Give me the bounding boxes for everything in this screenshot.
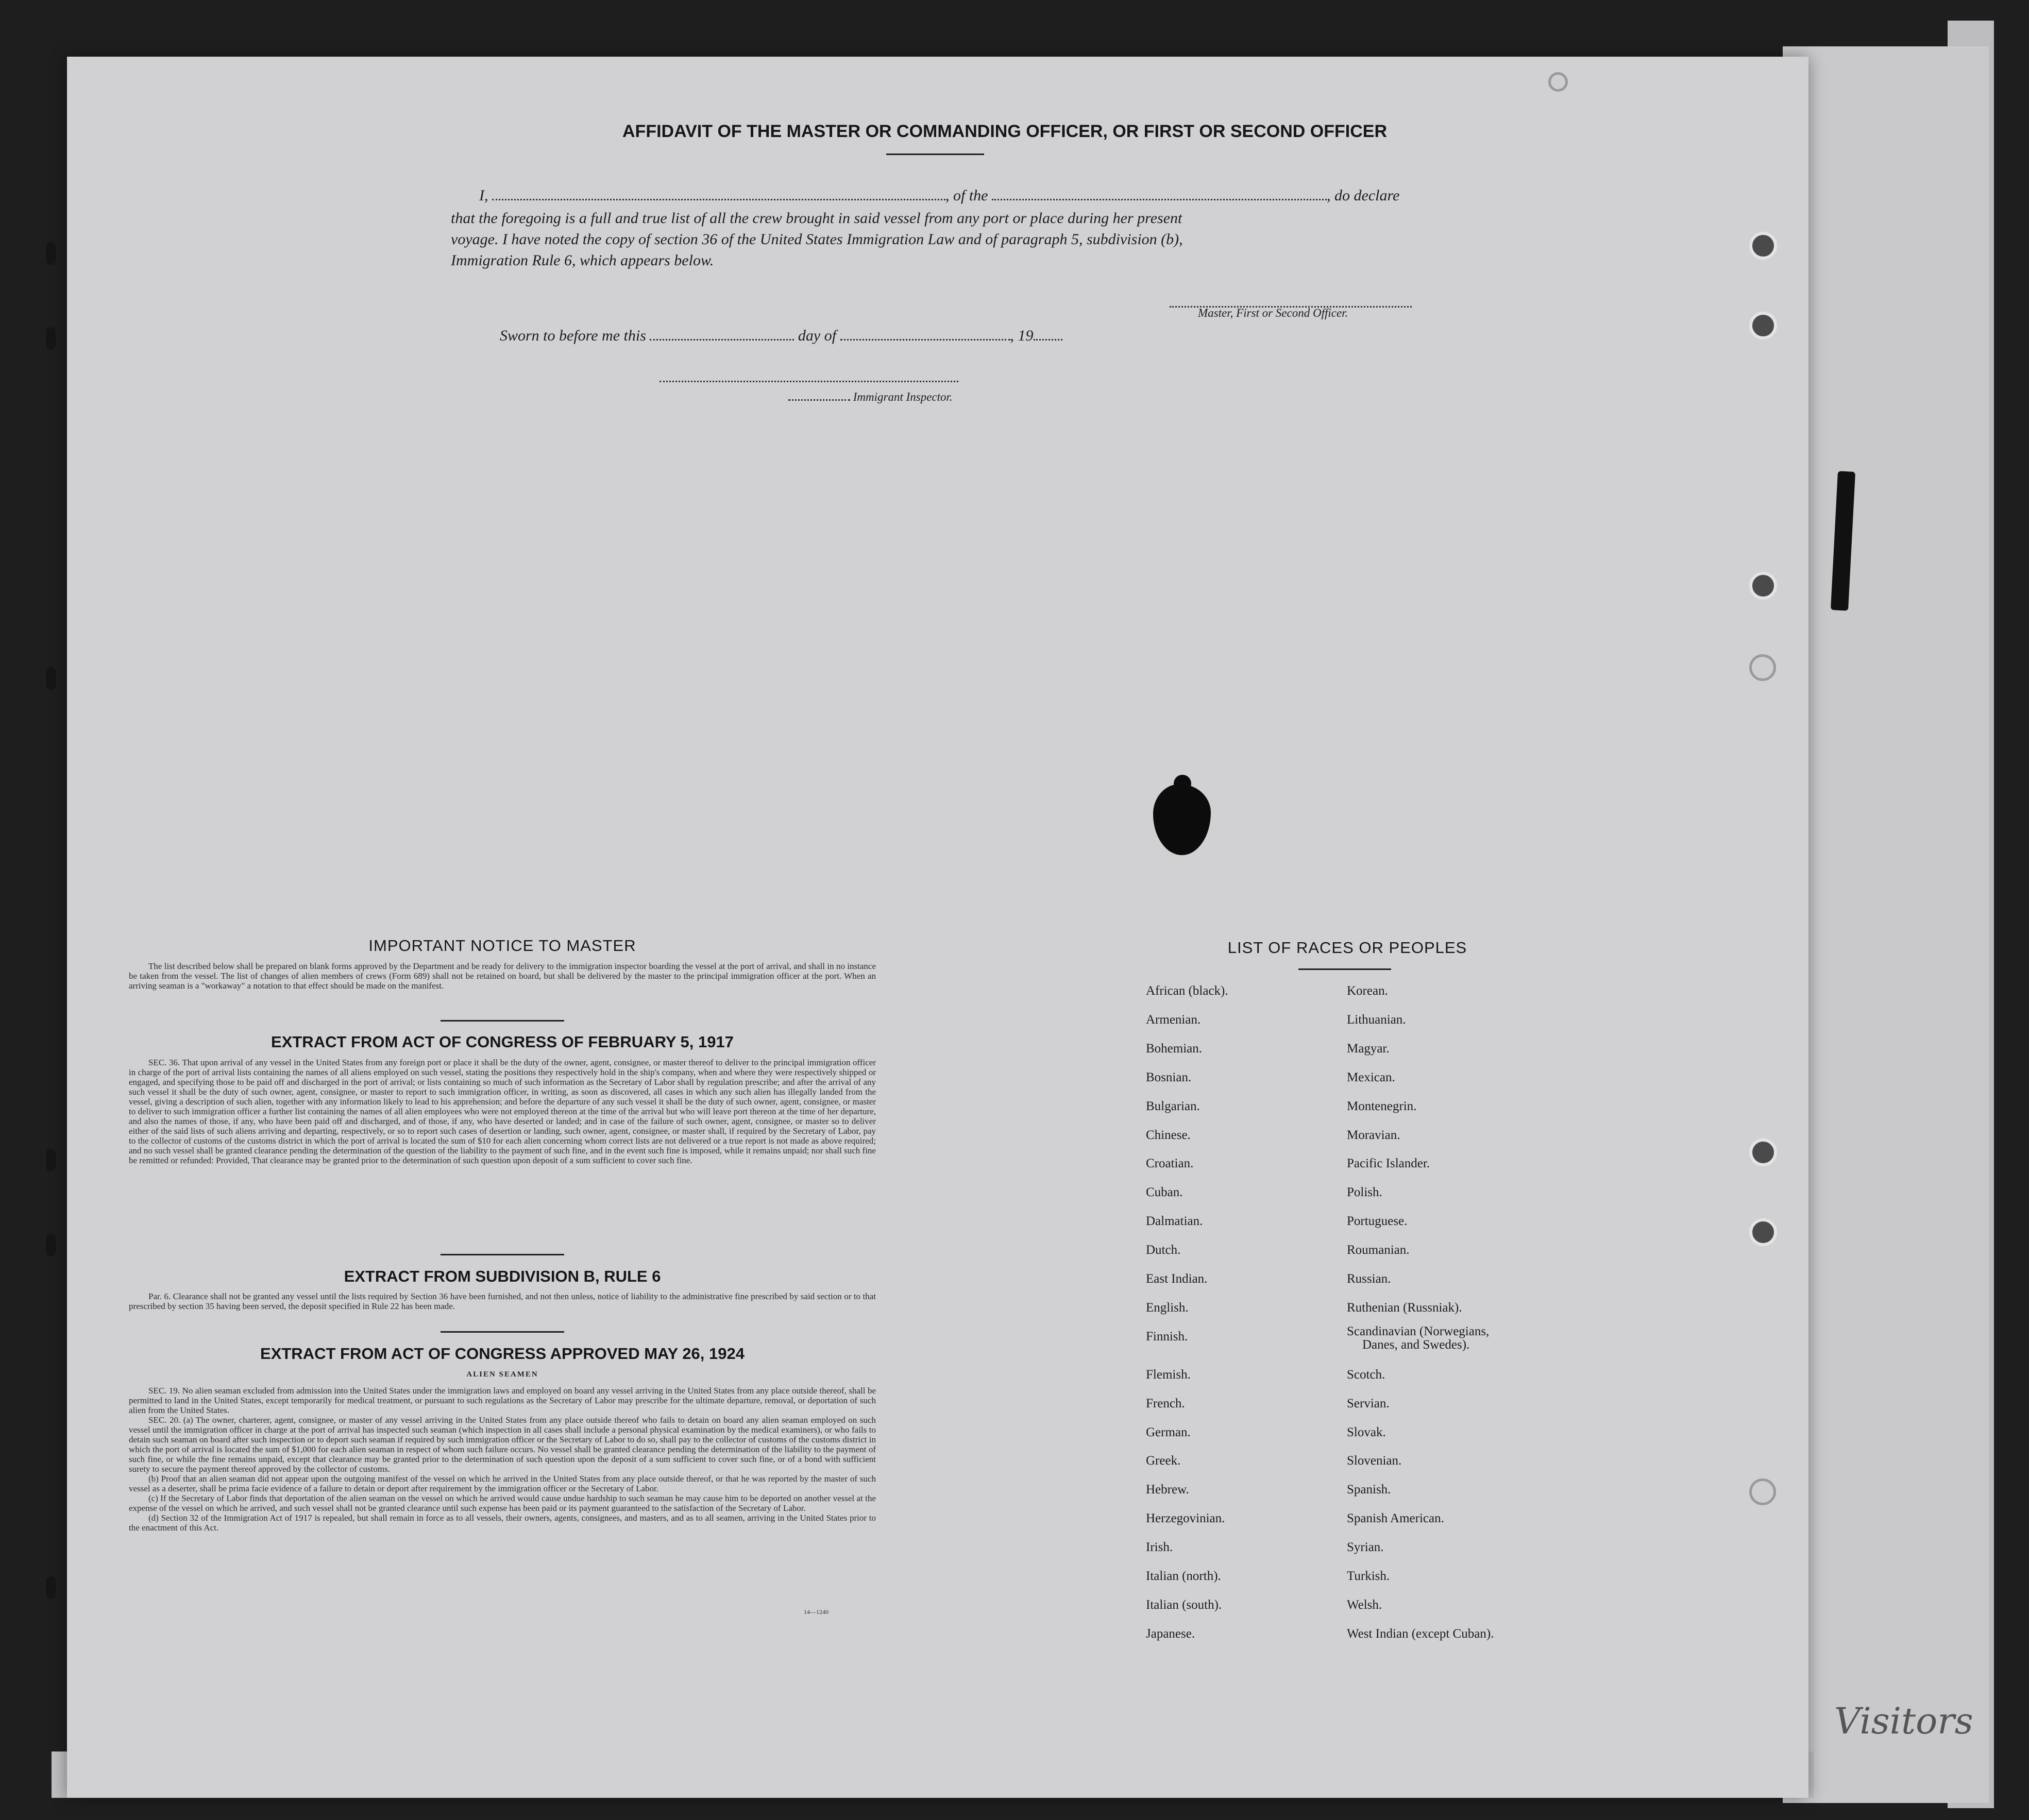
race-item: Greek.	[1146, 1454, 1181, 1468]
affidavit-line-3: voyage. I have noted the copy of section 36 of the United States Immigration Law and of paragraph 5, subdivision (b),	[451, 231, 1183, 248]
race-item: Korean.	[1347, 984, 1388, 998]
vessel-name-field[interactable]	[992, 186, 1327, 200]
master-name-field[interactable]	[492, 186, 945, 200]
sworn-month-field[interactable]	[840, 327, 1010, 341]
race-item: Slovenian.	[1347, 1454, 1402, 1468]
race-item: Roumanian.	[1347, 1243, 1410, 1257]
race-item: Scotch.	[1347, 1367, 1385, 1382]
section-rule	[441, 1331, 564, 1333]
affidavit-title: AFFIDAVIT OF THE MASTER OR COMMANDING OFFICER, OR FIRST OR SECOND OFFICER	[622, 122, 1387, 141]
declare-i-label: I,	[479, 187, 488, 204]
punch-hole-icon	[1548, 72, 1568, 92]
extract-rule6-title: EXTRACT FROM SUBDIVISION B, RULE 6	[344, 1267, 661, 1285]
sworn-day-of-label: day of	[798, 327, 837, 344]
race-item: Servian.	[1347, 1396, 1390, 1410]
race-item: Russian.	[1347, 1272, 1391, 1286]
race-item: Armenian.	[1146, 1012, 1201, 1027]
race-item: English.	[1146, 1300, 1189, 1315]
race-item: Slovak.	[1347, 1425, 1386, 1439]
race-item: French.	[1146, 1396, 1185, 1410]
race-item: Montenegrin.	[1347, 1099, 1417, 1113]
affidavit-declaration-line	[479, 186, 1399, 205]
section-rule	[441, 1020, 564, 1022]
race-item: Bosnian.	[1146, 1070, 1192, 1084]
race-item: Bohemian.	[1146, 1041, 1203, 1056]
race-item: Mexican.	[1347, 1070, 1395, 1084]
race-item: Spanish.	[1347, 1483, 1391, 1497]
margin-handwriting: Visitors	[1834, 1700, 1973, 1742]
race-item: Italian (north).	[1146, 1569, 1221, 1583]
sworn-prefix-label: Sworn to before me this	[500, 327, 646, 344]
race-item: Magyar.	[1347, 1041, 1390, 1056]
declare-of-the-label: , of the	[945, 187, 988, 204]
inspector-line	[788, 390, 953, 404]
race-item: Croatian.	[1146, 1156, 1194, 1171]
extract-1924-paragraph: SEC. 19. No alien seaman excluded from admission into the United States under the immigration laws and employed on board any vessel arriving in the United States from any place outside thereof, shall be permitted to land in the United States, except temporarily for medical treatment, or pursuant to such regulations as the Secretary of Labor may prescribe for the ultimate departure, removal, or deportation of such alien from the United States.	[129, 1386, 876, 1415]
race-item: Dalmatian.	[1146, 1214, 1203, 1229]
extract-1917-text: SEC. 36. That upon arrival of any vessel in the United States from any foreign port or place it shall be the duty of the owner, agent, consignee, or master thereof to deliver to the principal immigration officer in charge of the port of arrival lists containing the names of all aliens employed on such vessel, stating the positions they respectively hold in the ship's company, when and where they were respectively shipped or engaged, and specifying those to be paid off and discharged in the port of arrival; or lists containing so much of such information as the Secretary of Labor shall by regulation prescribe; and after the arrival of any such vessel it shall be the duty of such owner, agent, consignee, or master to report to such immigration officer, in writing, as soon as discovered, all cases in which any such alien has illegally landed from the vessel, giving a description of such alien, together with any information likely to lead to his apprehension; and before the departure of any such vessel it shall be the duty of such owner, agent, consignee, or master to deliver to such immigration officer a further list containing the names of all alien employees who were not employed thereon at the time of the arrival but who will leave port thereon at the time of her departure, and also the names of those, if any, who have been paid off and discharged, and of those, if any, who have deserted or landed; and in case of the failure of such owner, agent, consignee, or master so to deliver either of the said lists of such aliens arriving and departing, respectively, or so to report such cases of desertion or landing, such owner, agent, consignee, or master shall, if required by the Secretary of Labor, pay to the collector of customs of the customs district in which the port of arrival is located the sum of $10 for each alien concerning whom correct lists are not delivered or a true report is not made as above required; and no such vessel shall be granted clearance pending the determination of the question of the liability to the payment of such fine, and in the event such fine is imposed, while it remains unpaid; nor shall such fine be remitted or refunded: Provided, That clearance may be granted prior to the determination of such question upon deposit of a sum sufficient to cover such fine.	[129, 1058, 876, 1165]
affidavit-line-2: that the foregoing is a full and true list of all the crew brought in said vessel from any port or place during her present	[451, 210, 1182, 227]
title-rule	[886, 154, 984, 155]
edge-mark-icon	[46, 327, 56, 350]
race-item: Finnish.	[1146, 1329, 1188, 1343]
affidavit-line-4: Immigration Rule 6, which appears below.	[451, 252, 714, 269]
extract-1924-paragraph: (c) If the Secretary of Labor finds that deportation of the alien seaman on the vessel on which he arrived would cause undue hardship to such seaman he may cause him to be deported on another vessel at the expense of the vessel on which he arrived, and such vessel shall not be granted clearance until such expense has been paid or its payment guaranteed to the satisfaction of the Secretary of Labor.	[129, 1493, 876, 1513]
punch-hole-icon	[1749, 1218, 1777, 1246]
edge-mark-icon	[46, 1576, 56, 1599]
punch-hole-icon	[1749, 1138, 1777, 1166]
race-item: Syrian.	[1347, 1540, 1384, 1555]
form-code: 14—1240	[804, 1608, 828, 1615]
race-item: Flemish.	[1146, 1367, 1191, 1382]
race-item: West Indian (except Cuban).	[1347, 1626, 1494, 1641]
race-item: Bulgarian.	[1146, 1099, 1200, 1113]
race-item: Hebrew.	[1146, 1483, 1189, 1497]
race-item: Welsh.	[1347, 1597, 1382, 1612]
punch-hole-icon	[1749, 654, 1776, 681]
extract-1924-title: EXTRACT FROM ACT OF CONGRESS APPROVED MAY 26, 1924	[260, 1345, 745, 1363]
sworn-day-field[interactable]	[650, 327, 794, 341]
edge-mark-icon	[46, 667, 56, 690]
races-title: LIST OF RACES OR PEOPLES	[1227, 939, 1467, 957]
master-signature-field[interactable]	[1170, 294, 1412, 308]
race-item: Pacific Islander.	[1347, 1156, 1430, 1171]
race-item: Japanese.	[1146, 1626, 1195, 1641]
race-item: Lithuanian.	[1347, 1012, 1406, 1027]
race-item: East Indian.	[1146, 1272, 1208, 1286]
race-item: Polish.	[1347, 1185, 1382, 1200]
notice-text: The list described below shall be prepared on blank forms approved by the Department and be ready for delivery to the immigration inspector boarding the vessel at the port of arrival, and shall in no instance be taken from the vessel. The list of changes of alien members of crews (Form 689) shall not be retained on board, but shall be delivered by the master to the principal immigration officer at the port. When an arriving seaman is a "workaway" a notation to that effect should be made on the manifest.	[129, 961, 876, 991]
races-rule	[1298, 968, 1391, 970]
race-item: Herzegovinian.	[1146, 1511, 1225, 1526]
extract-1924-paragraph: (d) Section 32 of the Immigration Act of 1917 is repealed, but shall remain in force as to all vessels, their owners, agents, consignees, and masters, and as to all seamen, arriving in the United States prior to the enactment of this Act.	[129, 1513, 876, 1533]
declare-do-declare-label: , do declare	[1327, 187, 1400, 204]
master-signature-label: Master, First or Second Officer.	[1198, 307, 1348, 319]
section-rule	[441, 1254, 564, 1255]
extract-rule6-text: Par. 6. Clearance shall not be granted any vessel until the lists required by Section 36 have been furnished, and not then unless, notice of liability to the administrative fine prescribed by said section or to that prescribed by section 35 having been served, the deposit specified in Rule 22 has been made.	[129, 1291, 876, 1311]
edge-mark-icon	[46, 242, 56, 265]
race-item: Irish.	[1146, 1540, 1173, 1555]
extract-1924-paragraph: SEC. 20. (a) The owner, charterer, agent, consignee, or master of any vessel arriving in the United States from any place outside thereof who fails to detain on board any alien seaman employed on such vessel until the immigration officer in charge at the port of arrival has inspected such seaman (which inspection in all cases shall include a personal physical examination by the medical examiners), or who fails to detain such seaman on board after such inspection or to deport such seaman if required by such immigration officer or the Secretary of Labor to do so, shall pay to the collector of customs of the customs district in which the port of arrival is located the sum of $1,000 for each alien seaman in respect of whom such failure occurs. No vessel shall be granted clearance pending the determination of the liability to the payment of such fine, or while the fine remains unpaid, except that clearance may be granted prior to the determination of such question upon the deposit of a sum sufficient to cover such fine, or of a bond with sufficient surety to secure the payment thereof approved by the collector of customs.	[129, 1415, 876, 1474]
extract-1924-subtitle: ALIEN SEAMEN	[466, 1370, 538, 1379]
punch-hole-icon	[1749, 572, 1777, 600]
edge-mark-icon	[46, 1149, 56, 1171]
punch-hole-icon	[1749, 1478, 1776, 1505]
race-item: Turkish.	[1347, 1569, 1390, 1583]
extract-1924-paragraph: (b) Proof that an alien seaman did not appear upon the outgoing manifest of the vessel on which he arrived in the United States from any place outside thereof, or that he was reported by the master of such vessel as a deserter, shall be prima facie evidence of a failure to detain or deport after requirement by the immigration officer or the Secretary of Labor.	[129, 1474, 876, 1493]
race-item: Moravian.	[1347, 1128, 1400, 1142]
inspector-signature-field[interactable]	[660, 368, 958, 382]
race-item: Ruthenian (Russniak).	[1347, 1300, 1462, 1315]
notice-title: IMPORTANT NOTICE TO MASTER	[368, 937, 636, 955]
extract-1917-title: EXTRACT FROM ACT OF CONGRESS OF FEBRUARY 5, 1917	[271, 1033, 734, 1051]
sworn-year-label: , 19	[1010, 327, 1034, 344]
race-item: German.	[1146, 1425, 1191, 1439]
race-item: Spanish American.	[1347, 1511, 1444, 1526]
document-sheet	[67, 57, 1808, 1798]
punch-hole-icon	[1749, 312, 1777, 339]
punch-hole-icon	[1749, 232, 1777, 260]
sworn-year-field[interactable]	[1034, 327, 1062, 341]
race-item: Scandinavian (Norwegians,	[1347, 1324, 1490, 1338]
race-item: Italian (south).	[1146, 1597, 1222, 1612]
race-item: Portuguese.	[1347, 1214, 1408, 1229]
race-item-continuation: Danes, and Swedes).	[1362, 1337, 1470, 1352]
race-item: Cuban.	[1146, 1185, 1183, 1200]
edge-mark-icon	[46, 1234, 56, 1256]
race-item: African (black).	[1146, 984, 1228, 998]
sworn-line	[500, 327, 1062, 345]
race-item: Dutch.	[1146, 1243, 1181, 1257]
inspector-dots	[788, 392, 850, 401]
race-item: Chinese.	[1146, 1128, 1191, 1142]
inspector-label: Immigrant Inspector.	[853, 390, 953, 403]
extract-1924-body	[129, 1386, 876, 1533]
underlying-page	[1783, 46, 1989, 1803]
